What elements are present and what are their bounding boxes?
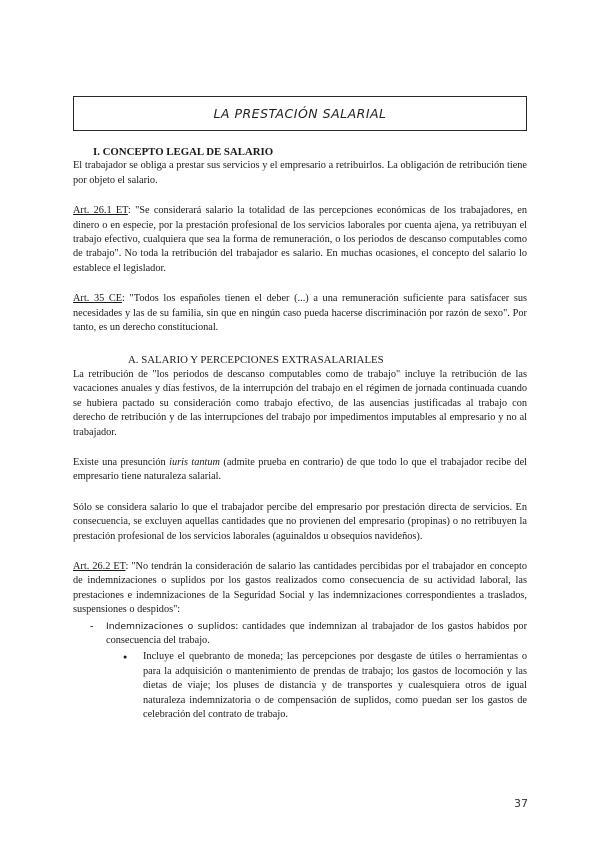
law-reference: Art. 26.1 ET [73,205,128,217]
paragraph-art-26-1 [73,204,527,276]
paragraph-text: : "No tendrán la consideración de salario las cantidades percibidas por el trabajador en concepto de indemnizaciones o suplidos por los gastos realizados como consecuencia de su actividad laboral, las prestaciones e indemnizaciones de la Seguridad Social y las indemnizaciones correspondientes a traslados, suspensiones o despidos": [73,560,527,616]
paragraph-presuncion [73,456,527,485]
page-title: LA PRESTACIÓN SALARIAL [213,106,387,121]
paragraph-text: (admite prueba en contrario) de que todo lo que el trabajador recibe del empresario tiene naturaleza salarial. [73,456,528,483]
law-reference: Art. 26.2 ET [73,560,126,572]
section-heading-concepto: I. CONCEPTO LEGAL DE SALARIO [93,146,274,158]
dash-list [73,620,527,649]
list-item: ● Incluye el quebranto de moneda; las percepciones por desgaste de útiles o herramientas o para la adquisición o mantenimiento de prendas de trabajo; los gastos de locomoción y las dietas de viaje; los pluses de distancia y de transportes y cualesquiera otros de igual naturaleza indemnizatoria o de compensación de suplidos, como puedan ser los gastos de celebración del contrato de trabajo. [73,650,527,722]
paragraph-text: : "Se considerará salario la totalidad de las percepciones económicas de los trabajadores, en dinero o en especie, por la prestación profesional de los servicios laborales por cuenta ajena, ya retribuyan el trabajo efectivo, cualquiera que sea la forma de remuneración, o los periodos de descanso computables como de trabajo". No toda la retribución del trabajador es salario. En muchas ocasiones, el concepto del salario lo establece el legislador. [73,205,527,274]
law-reference: Art. 35 CE [73,293,123,305]
document-body [73,145,527,722]
paragraph-art-35 [73,292,527,335]
list-item-label: Indemnizaciones o suplidos [106,620,236,632]
paragraph-retribucion: La retribución de "los periodos de descanso computables como de trabajo" incluye la retribución de las vacaciones anuales y días festivos, de la interrupción del trabajo en el régimen de jornada continuada cuando se hubiera pactado su consideración como trabajo efectivo, de las ausencias justificadas al trabajo con derecho de retribución y de las interrupciones del trabajo por impedimentos imputables al empresario y no al trabajador. [73,368,527,438]
bullet-list [73,650,527,722]
paragraph-obligacion: El trabajador se obliga a prestar sus servicios y el empresario a retribuirlos. La obligación de retribución tiene por objeto el salario. [73,160,527,186]
paragraph-art-26-2 [73,560,527,618]
list-item [73,620,527,649]
paragraph-text: Existe una presunción [73,456,170,468]
title-box [73,96,527,131]
page-number: 37 [514,797,528,810]
paragraph-text: : "Todos los españoles tienen el deber (...) a una remuneración suficiente para satisfacer sus necesidades y las de su familia, sin que en ningún caso pueda hacerse discriminación por razón de sexo". Por tanto, es un derecho constitucional. [73,293,527,334]
paragraph-solo-salario: Sólo se considera salario lo que el trabajador percibe del empresario por prestación directa de servicios. En consecuencia, se excluyen aquellas cantidades que no provienen del empresario (propinas) o no retribuyen la prestación profesional de los servicios laborales (aguinaldos u obsequios navideños). [73,501,527,542]
list-item-text: : cantidades que indemnizan al trabajador de los gastos habidos por consecuencia del trabajo. [106,620,527,646]
latin-term: iuris tantum [169,456,220,468]
section-heading-salario-percepciones: A. SALARIO Y PERCEPCIONES EXTRASALARIALES [128,354,384,367]
